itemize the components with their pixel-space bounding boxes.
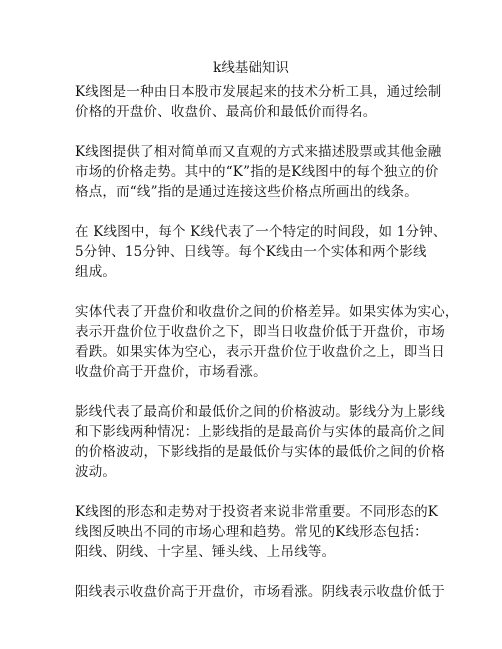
paragraph-line: 线图反映出不同的市场心理和趋势。常见的K线形态包括： <box>75 524 428 540</box>
paragraph-line: 组成。 <box>75 264 117 280</box>
document-title: k线基础知识 <box>213 60 289 76</box>
paragraph-line: 市场的价格走势。其中的“K”指的是K线图中的每个独立的价 <box>75 164 439 180</box>
paragraph-line: 收盘价高于开盘价，市场看涨。 <box>75 364 267 380</box>
paragraph-line: 波动。 <box>75 464 117 480</box>
paragraph-line: 阳线表示收盘价高于开盘价，市场看涨。阴线表示收盘价低于 <box>75 584 445 600</box>
paragraph-line: 价格的开盘价、收盘价、最高价和最低价而得名。 <box>75 104 377 120</box>
paragraph-6 <box>75 502 437 562</box>
paragraph-line: K线图提供了相对简单而又直观的方式来描述股票或其他金融 <box>75 144 442 160</box>
paragraph-line: 影线代表了最高价和最低价之间的价格波动。影线分为上影线 <box>75 404 445 420</box>
paragraph-4 <box>75 302 459 382</box>
paragraph-7 <box>75 582 445 602</box>
paragraph-line: K线图的形态和走势对于投资者来说非常重要。不同形态的K <box>75 504 439 520</box>
paragraph-line: K线图是一种由日本股市发展起来的技术分析工具，通过绘制 <box>75 84 442 100</box>
paragraph-line: 5分钟、15分钟、日线等。每个K线由一个实体和两个影线 <box>75 244 427 260</box>
paragraph-line: 实体代表了开盘价和收盘价之间的价格差异。如果实体为实心， <box>75 304 459 320</box>
paragraph-line: 的价格波动，下影线指的是最低价与实体的最低价之间的价格 <box>75 444 445 460</box>
paragraph-line: 和下影线两种情况：上影线指的是最高价与实体的最高价之间 <box>75 424 445 440</box>
paragraph-2 <box>75 142 442 202</box>
document-body <box>75 82 459 622</box>
paragraph-line: 看跌。如果实体为空心，表示开盘价位于收盘价之上，即当日 <box>75 344 445 360</box>
paragraph-1 <box>75 82 442 122</box>
paragraph-line: 表示开盘价位于收盘价之下，即当日收盘价低于开盘价，市场 <box>75 324 445 340</box>
paragraph-line: 阳线、阴线、十字星、锤头线、上吊线等。 <box>75 544 336 560</box>
paragraph-5 <box>75 402 445 482</box>
paragraph-line: 格点，而“线”指的是通过连接这些价格点所画出的线条。 <box>75 184 419 200</box>
paragraph-3 <box>75 222 447 282</box>
paragraph-line: 在 K线图中，每个 K线代表了一个特定的时间段，如 1分钟、 <box>75 224 447 240</box>
